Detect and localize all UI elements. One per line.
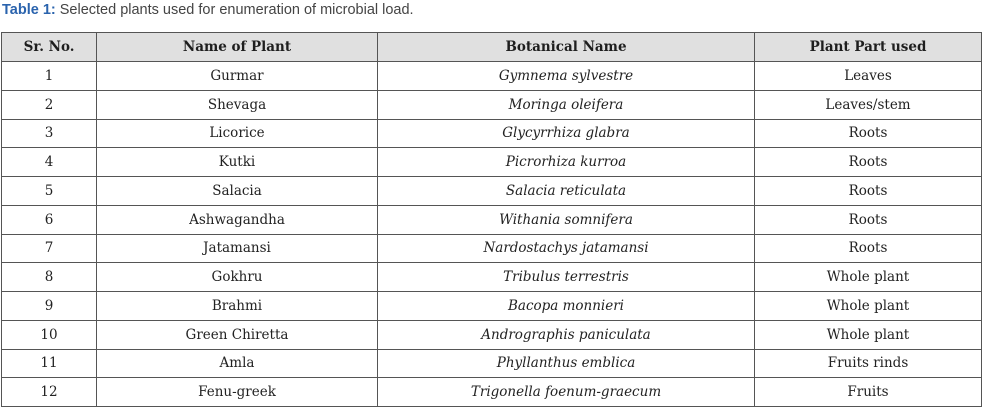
cell-plant-name: Amla xyxy=(97,349,378,378)
plants-table xyxy=(1,32,982,407)
cell-botanical-name: Moringa oleifera xyxy=(378,90,755,119)
cell-plant-name: Ashwagandha xyxy=(97,205,378,234)
cell-sr-no: 11 xyxy=(2,349,97,378)
cell-plant-part: Leaves/stem xyxy=(755,90,982,119)
caption-label: Table 1: xyxy=(2,2,56,18)
cell-plant-name: Shevaga xyxy=(97,90,378,119)
cell-plant-name: Salacia xyxy=(97,177,378,206)
cell-sr-no: 8 xyxy=(2,263,97,292)
header-botanical-name: Botanical Name xyxy=(378,33,755,62)
table-row xyxy=(2,234,982,263)
cell-botanical-name: Picrorhiza kurroa xyxy=(378,148,755,177)
cell-plant-part: Roots xyxy=(755,148,982,177)
cell-sr-no: 2 xyxy=(2,90,97,119)
cell-plant-part: Whole plant xyxy=(755,320,982,349)
table-row xyxy=(2,62,982,91)
cell-sr-no: 1 xyxy=(2,62,97,91)
cell-botanical-name: Withania somnifera xyxy=(378,205,755,234)
cell-sr-no: 7 xyxy=(2,234,97,263)
cell-plant-name: Gokhru xyxy=(97,263,378,292)
cell-plant-part: Fruits xyxy=(755,378,982,407)
table-row xyxy=(2,119,982,148)
table-row xyxy=(2,292,982,321)
cell-plant-part: Whole plant xyxy=(755,292,982,321)
table-row xyxy=(2,177,982,206)
header-sr-no: Sr. No. xyxy=(2,33,97,62)
cell-plant-name: Brahmi xyxy=(97,292,378,321)
cell-sr-no: 5 xyxy=(2,177,97,206)
cell-plant-part: Roots xyxy=(755,177,982,206)
table-row xyxy=(2,205,982,234)
header-plant-part-used: Plant Part used xyxy=(755,33,982,62)
cell-plant-name: Gurmar xyxy=(97,62,378,91)
table-row xyxy=(2,148,982,177)
table-row xyxy=(2,263,982,292)
cell-plant-part: Fruits rinds xyxy=(755,349,982,378)
cell-plant-part: Whole plant xyxy=(755,263,982,292)
caption-text: Selected plants used for enumeration of microbial load. xyxy=(55,2,414,18)
cell-sr-no: 10 xyxy=(2,320,97,349)
header-name-of-plant: Name of Plant xyxy=(97,33,378,62)
cell-plant-part: Roots xyxy=(755,205,982,234)
cell-botanical-name: Salacia reticulata xyxy=(378,177,755,206)
cell-sr-no: 12 xyxy=(2,378,97,407)
cell-botanical-name: Nardostachys jatamansi xyxy=(378,234,755,263)
table-row xyxy=(2,320,982,349)
cell-plant-name: Licorice xyxy=(97,119,378,148)
cell-plant-part: Roots xyxy=(755,119,982,148)
cell-botanical-name: Tribulus terrestris xyxy=(378,263,755,292)
cell-sr-no: 4 xyxy=(2,148,97,177)
cell-botanical-name: Andrographis paniculata xyxy=(378,320,755,349)
cell-botanical-name: Glycyrrhiza glabra xyxy=(378,119,755,148)
cell-plant-part: Leaves xyxy=(755,62,982,91)
cell-botanical-name: Bacopa monnieri xyxy=(378,292,755,321)
cell-botanical-name: Trigonella foenum-graecum xyxy=(378,378,755,407)
cell-sr-no: 9 xyxy=(2,292,97,321)
cell-sr-no: 6 xyxy=(2,205,97,234)
cell-plant-name: Fenu-greek xyxy=(97,378,378,407)
cell-botanical-name: Phyllanthus emblica xyxy=(378,349,755,378)
table-header-row xyxy=(2,33,982,62)
cell-botanical-name: Gymnema sylvestre xyxy=(378,62,755,91)
table-row xyxy=(2,90,982,119)
table-row xyxy=(2,378,982,407)
cell-plant-name: Jatamansi xyxy=(97,234,378,263)
cell-plant-part: Roots xyxy=(755,234,982,263)
table-row xyxy=(2,349,982,378)
cell-sr-no: 3 xyxy=(2,119,97,148)
cell-plant-name: Kutki xyxy=(97,148,378,177)
cell-plant-name: Green Chiretta xyxy=(97,320,378,349)
table-caption xyxy=(2,0,414,22)
